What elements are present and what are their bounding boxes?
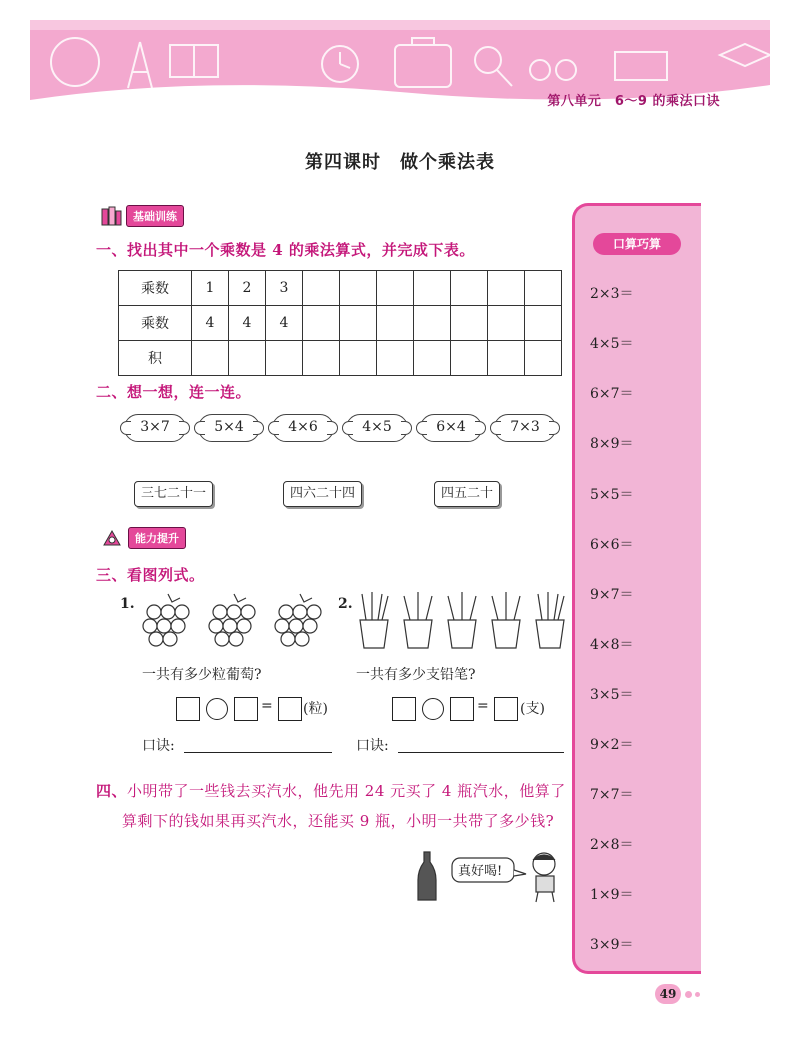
- mental-math-item[interactable]: 6×6＝: [590, 537, 634, 553]
- problem-1-question: 一共有多少粒葡萄?: [142, 667, 262, 683]
- question-number: 二、: [96, 383, 128, 401]
- table-cell[interactable]: [525, 271, 562, 306]
- section-badge-basic: [100, 205, 184, 227]
- expression-cloud[interactable]: 6×4: [420, 414, 482, 442]
- badge-label: 能力提升: [128, 527, 186, 549]
- rhyme-box[interactable]: 四六二十四: [283, 481, 362, 507]
- table-cell[interactable]: [451, 341, 488, 376]
- expression-cloud[interactable]: 3×7: [124, 414, 186, 442]
- books-icon: [100, 205, 122, 227]
- table-row: [119, 306, 562, 341]
- rocket-icon: [100, 527, 124, 549]
- grape-icon: [275, 594, 321, 646]
- table-cell[interactable]: [525, 341, 562, 376]
- question-3: [96, 564, 205, 585]
- problem-1-label: 1.: [120, 596, 135, 612]
- question-2: [96, 381, 251, 402]
- pencil-cup-icon: [536, 592, 564, 648]
- table-cell[interactable]: [377, 341, 414, 376]
- table-cell[interactable]: [414, 271, 451, 306]
- decor-dot: [685, 991, 692, 998]
- rhyme-answer-line[interactable]: [184, 752, 332, 753]
- table-cell[interactable]: [377, 306, 414, 341]
- table-cell[interactable]: [451, 306, 488, 341]
- header-banner: [0, 0, 800, 130]
- table-cell: 1: [192, 271, 229, 306]
- problem-2-question: 一共有多少支铅笔?: [356, 667, 476, 683]
- sidebar-title: 口算巧算: [593, 233, 681, 255]
- expression-cloud[interactable]: 5×4: [198, 414, 260, 442]
- multiplication-table: [118, 270, 562, 376]
- grape-icon: [209, 594, 255, 646]
- question-number: 四、: [96, 782, 128, 800]
- table-cell[interactable]: [303, 341, 340, 376]
- table-cell[interactable]: [340, 271, 377, 306]
- row-label: 积: [119, 341, 192, 376]
- pencil-cup-icon: [492, 592, 520, 648]
- table-cell[interactable]: [303, 271, 340, 306]
- operator-circle[interactable]: [422, 698, 444, 720]
- rhyme-answer-line[interactable]: [398, 752, 564, 753]
- rhyme-label: 口诀:: [356, 738, 389, 754]
- question-1: [96, 239, 475, 260]
- table-cell: 4: [229, 306, 266, 341]
- question-number: 三、: [96, 566, 128, 584]
- grapes-illustration: [138, 590, 338, 652]
- table-cell[interactable]: [414, 306, 451, 341]
- rhyme-box[interactable]: 四五二十: [434, 481, 500, 507]
- table-cell: 4: [192, 306, 229, 341]
- answer-box[interactable]: [392, 697, 416, 721]
- table-cell[interactable]: [229, 341, 266, 376]
- mental-math-item[interactable]: 8×9＝: [590, 436, 634, 452]
- soda-bottle-icon: [418, 852, 436, 900]
- rhyme-label: 口诀:: [142, 738, 175, 754]
- table-cell: 2: [229, 271, 266, 306]
- table-cell[interactable]: [488, 341, 525, 376]
- answer-box[interactable]: [176, 697, 200, 721]
- mental-math-item[interactable]: 9×7＝: [590, 587, 634, 603]
- answer-box[interactable]: [450, 697, 474, 721]
- header-decoration: [0, 0, 800, 130]
- unit-label: (支): [520, 701, 545, 717]
- table-cell[interactable]: [488, 306, 525, 341]
- question-text: 看图列式。: [127, 566, 205, 584]
- decor-dot: [695, 992, 700, 997]
- question-text: 想一想，连一连。: [127, 383, 252, 401]
- section-badge-advanced: [100, 527, 186, 549]
- page-number: 49: [655, 984, 681, 1004]
- mental-math-item[interactable]: 4×5＝: [590, 336, 634, 352]
- table-cell[interactable]: [377, 271, 414, 306]
- answer-box[interactable]: [234, 697, 258, 721]
- rhyme-box[interactable]: 三七二十一: [134, 481, 213, 507]
- mental-math-item[interactable]: 2×8＝: [590, 837, 634, 853]
- table-cell[interactable]: [488, 271, 525, 306]
- table-cell[interactable]: [414, 341, 451, 376]
- pencil-cup-icon: [404, 592, 432, 648]
- table-cell[interactable]: [451, 271, 488, 306]
- pencil-cup-icon: [448, 592, 476, 648]
- table-cell[interactable]: [340, 341, 377, 376]
- question-text-line1: 小明带了一些钱去买汽水，他先用 24 元买了 4 瓶汽水，他算了: [127, 782, 566, 800]
- table-cell[interactable]: [525, 306, 562, 341]
- answer-box[interactable]: [278, 697, 302, 721]
- mental-math-item[interactable]: 1×9＝: [590, 887, 634, 903]
- expression-cloud[interactable]: 4×5: [346, 414, 408, 442]
- mental-math-item[interactable]: 9×2＝: [590, 737, 634, 753]
- row-label: 乘数: [119, 271, 192, 306]
- unit-title: 第八单元 6～9 的乘法口诀: [547, 94, 720, 109]
- mental-math-item[interactable]: 4×8＝: [590, 637, 634, 653]
- mental-math-item[interactable]: 3×9＝: [590, 937, 634, 953]
- operator-circle[interactable]: [206, 698, 228, 720]
- grape-icon: [143, 594, 189, 646]
- answer-box[interactable]: [494, 697, 518, 721]
- question-number: 一、: [96, 241, 128, 259]
- mental-math-item[interactable]: 6×7＝: [590, 386, 634, 402]
- table-cell: 4: [266, 306, 303, 341]
- row-label: 乘数: [119, 306, 192, 341]
- question-4: [96, 780, 566, 801]
- lesson-title: 第四课时 做个乘法表: [305, 152, 495, 173]
- table-cell[interactable]: [266, 341, 303, 376]
- table-row: [119, 271, 562, 306]
- mental-math-item[interactable]: 5×5＝: [590, 487, 634, 503]
- table-cell[interactable]: [192, 341, 229, 376]
- table-cell: 3: [266, 271, 303, 306]
- expression-cloud[interactable]: 7×3: [494, 414, 556, 442]
- expression-cloud[interactable]: 4×6: [272, 414, 334, 442]
- unit-label: (粒): [303, 701, 328, 717]
- question-4-line2: 算剩下的钱如果再买汽水，还能买 9 瓶，小明一共带了多少钱?: [122, 812, 555, 830]
- pencil-cup-icon: [360, 592, 388, 648]
- table-row: [119, 341, 562, 376]
- equals-sign: =: [261, 698, 273, 714]
- mental-math-item[interactable]: 3×5＝: [590, 687, 634, 703]
- equals-sign: =: [477, 698, 489, 714]
- table-cell[interactable]: [303, 306, 340, 341]
- speech-bubble-text: 真好喝!: [458, 864, 503, 879]
- mental-math-item[interactable]: 2×3＝: [590, 286, 634, 302]
- question-text: 找出其中一个乘数是 4 的乘法算式，并完成下表。: [127, 241, 475, 259]
- problem-2-label: 2.: [338, 596, 353, 612]
- badge-label: 基础训练: [126, 205, 184, 227]
- table-cell[interactable]: [340, 306, 377, 341]
- pencil-cups-illustration: [354, 590, 569, 652]
- mental-math-item[interactable]: 7×7＝: [590, 787, 634, 803]
